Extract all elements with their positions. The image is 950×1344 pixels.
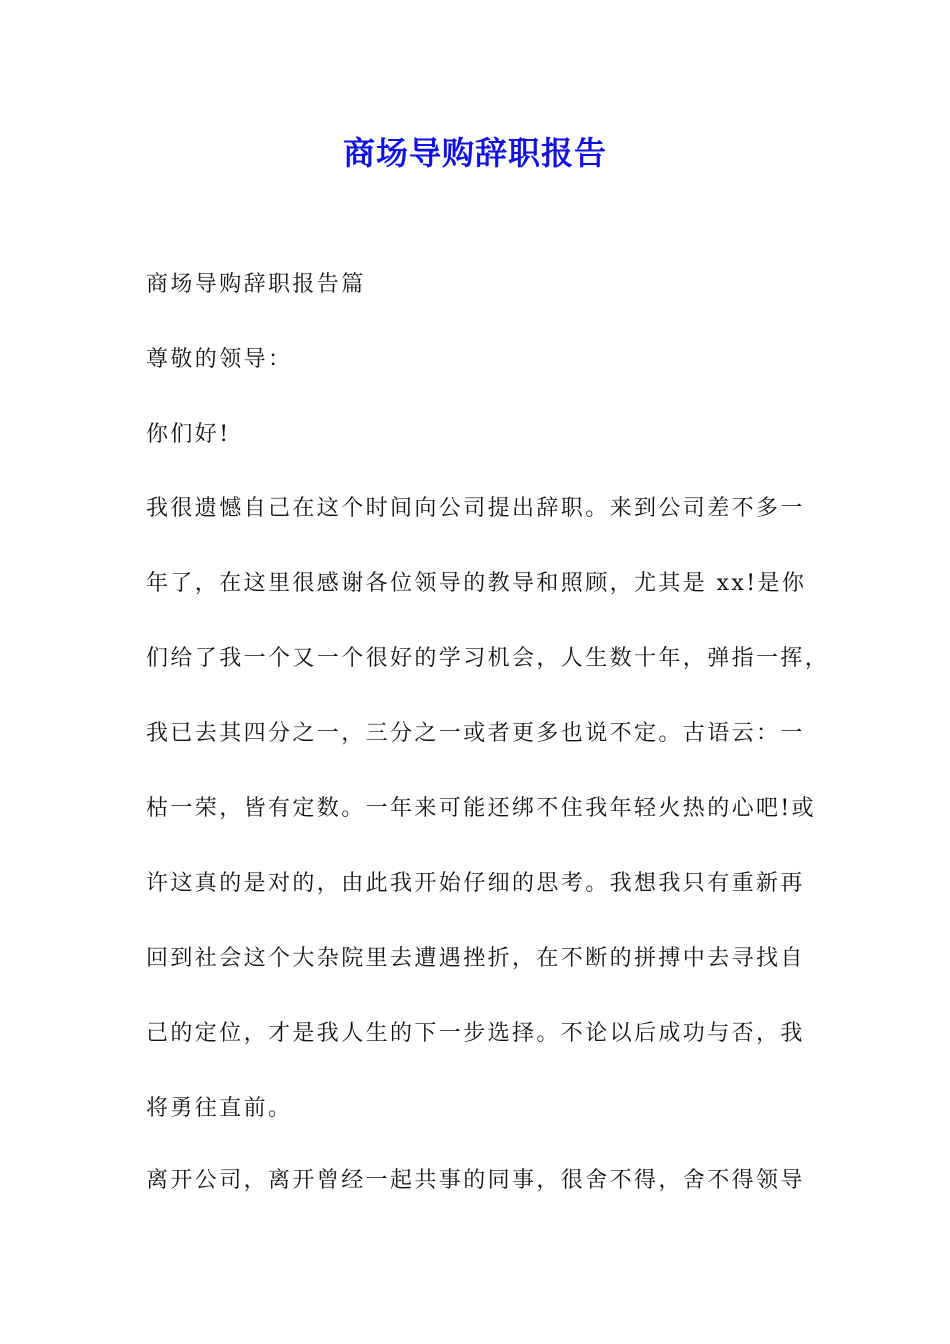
salutation-line: 尊敬的领导： (146, 347, 293, 372)
paragraph-line: 许这真的是对的，由此我开始仔细的思考。我想我只有重新再 (146, 871, 805, 896)
subtitle-line: 商场导购辞职报告篇 (146, 272, 366, 297)
paragraph-line: 我很遗憾自己在这个时间向公司提出辞职。来到公司差不多一 (146, 496, 805, 521)
paragraph-line: 回到社会这个大杂院里去遭遇挫折，在不断的拼搏中去寻找自 (146, 946, 805, 971)
paragraph-line: 我已去其四分之一，三分之一或者更多也说不定。古语云：一 (146, 721, 805, 746)
salutation (146, 345, 816, 420)
paragraph-line: 们给了我一个又一个很好的学习机会，人生数十年，弹指一挥， (146, 646, 830, 671)
document-subtitle (146, 270, 816, 345)
paragraph-line: 己的定位，才是我人生的下一步选择。不论以后成功与否，我 (146, 1021, 805, 1046)
paragraph-line: 年了，在这里很感谢各位领导的教导和照顾，尤其是 xx!是你 (146, 571, 807, 596)
document-title: 商场导购辞职报告 (342, 134, 607, 172)
paragraph-1 (146, 494, 830, 1169)
paragraph-line: 离开公司，离开曾经一起共事的同事，很舍不得，舍不得领导 (146, 1168, 805, 1193)
paragraph-2 (146, 1166, 816, 1241)
greeting (146, 420, 816, 495)
paragraph-line: 枯一荣，皆有定数。一年来可能还绑不住我年轻火热的心吧!或 (146, 796, 817, 821)
paragraph-line: 将勇往直前。 (146, 1096, 293, 1121)
greeting-line: 你们好! (146, 422, 231, 447)
